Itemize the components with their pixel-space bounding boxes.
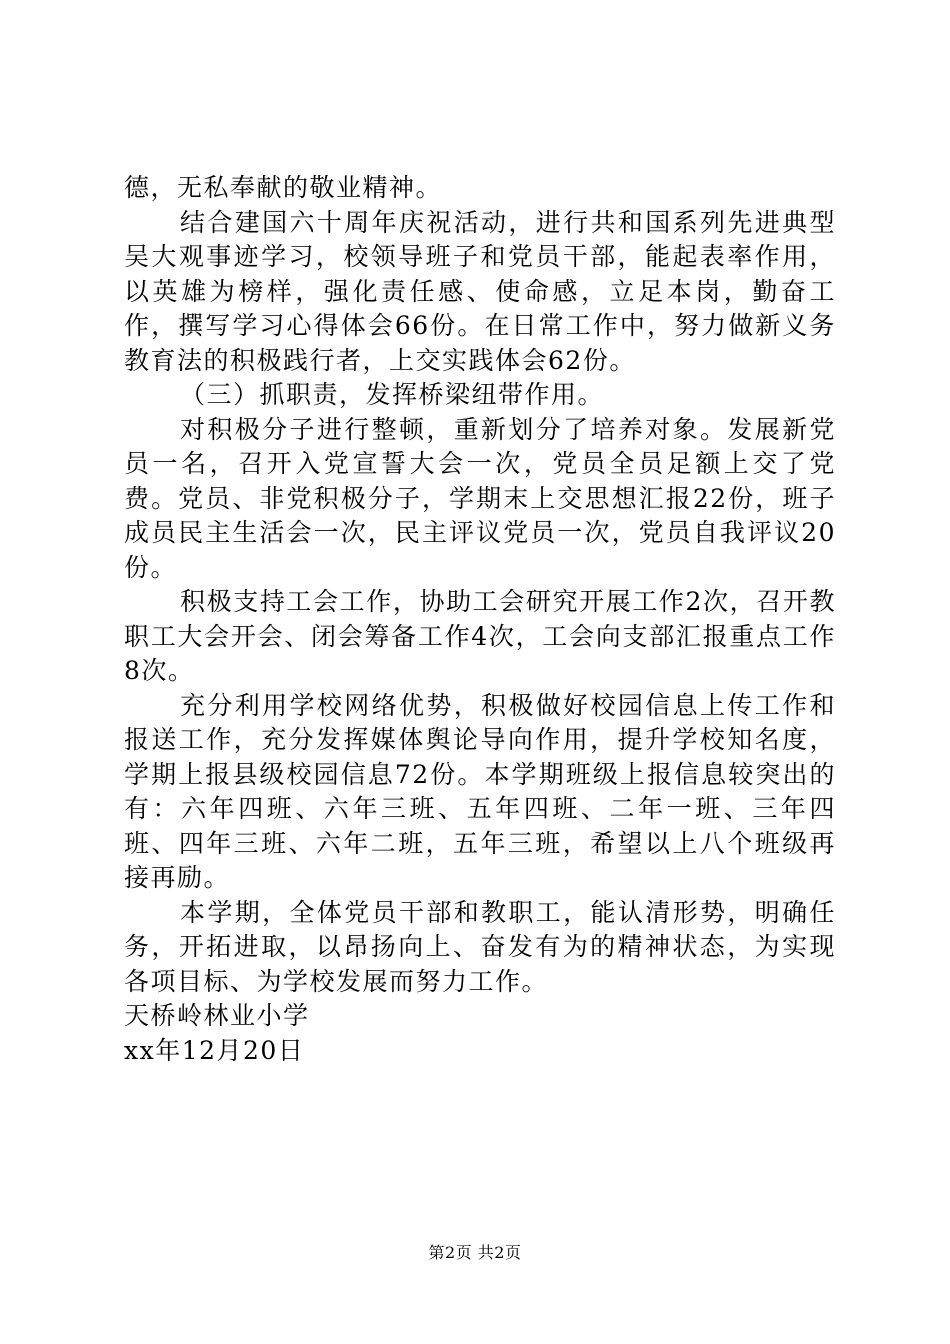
paragraph-study-activities: 结合建国六十周年庆祝活动，进行共和国系列先进典型吴大观事迹学习，校领导班子和党员干部，能起表率作用，以英雄为榜样，强化责任感、使命感，立足本岗，勤奋工作，撰写学习心得体会66份。在日常工作中，努力做新义务教育法的积极践行者，上交实践体会62份。	[124, 207, 836, 375]
signature-date: xx年12月20日	[124, 1035, 305, 1065]
paragraph-network-info: 充分利用学校网络优势，积极做好校园信息上传工作和报送工作，充分发挥媒体舆论导向作用，提升学校知名度，学期上报县级校园信息72份。本学期班级上报信息较突出的有：六年四班、六年三班、五年四班、二年一班、三年四班、四年三班、六年二班，五年三班，希望以上八个班级再接再励。	[124, 690, 836, 892]
document-body	[124, 171, 836, 1068]
paragraph-party-development: 对积极分子进行整顿，重新划分了培养对象。发展新党员一名，召开入党宣誓大会一次，党员全员足额上交了党费。党员、非党积极分子，学期末上交思想汇报22份，班子成员民主生活会一次，民主评议党员一次，党员自我评议20份。	[124, 414, 836, 582]
signature-organization: 天桥岭林业小学	[124, 1001, 310, 1030]
paragraph-union-work: 积极支持工会工作，协助工会研究开展工作2次，召开教职工大会开会、闭会筹备工作4次，工会向支部汇报重点工作8次。	[124, 587, 836, 685]
page-footer: 第2页 共2页	[428, 1243, 522, 1262]
section-heading-3: （三）抓职责，发挥桥梁纽带作用。	[180, 380, 605, 409]
paragraph-continuation: 德，无私奉献的敬业精神。	[124, 173, 443, 202]
paragraph-conclusion: 本学期，全体党员干部和教职工，能认清形势，明确任务，开拓进取，以昂扬向上、奋发有为的精神状态，为实现各项目标、为学校发展而努力工作。	[124, 897, 836, 996]
